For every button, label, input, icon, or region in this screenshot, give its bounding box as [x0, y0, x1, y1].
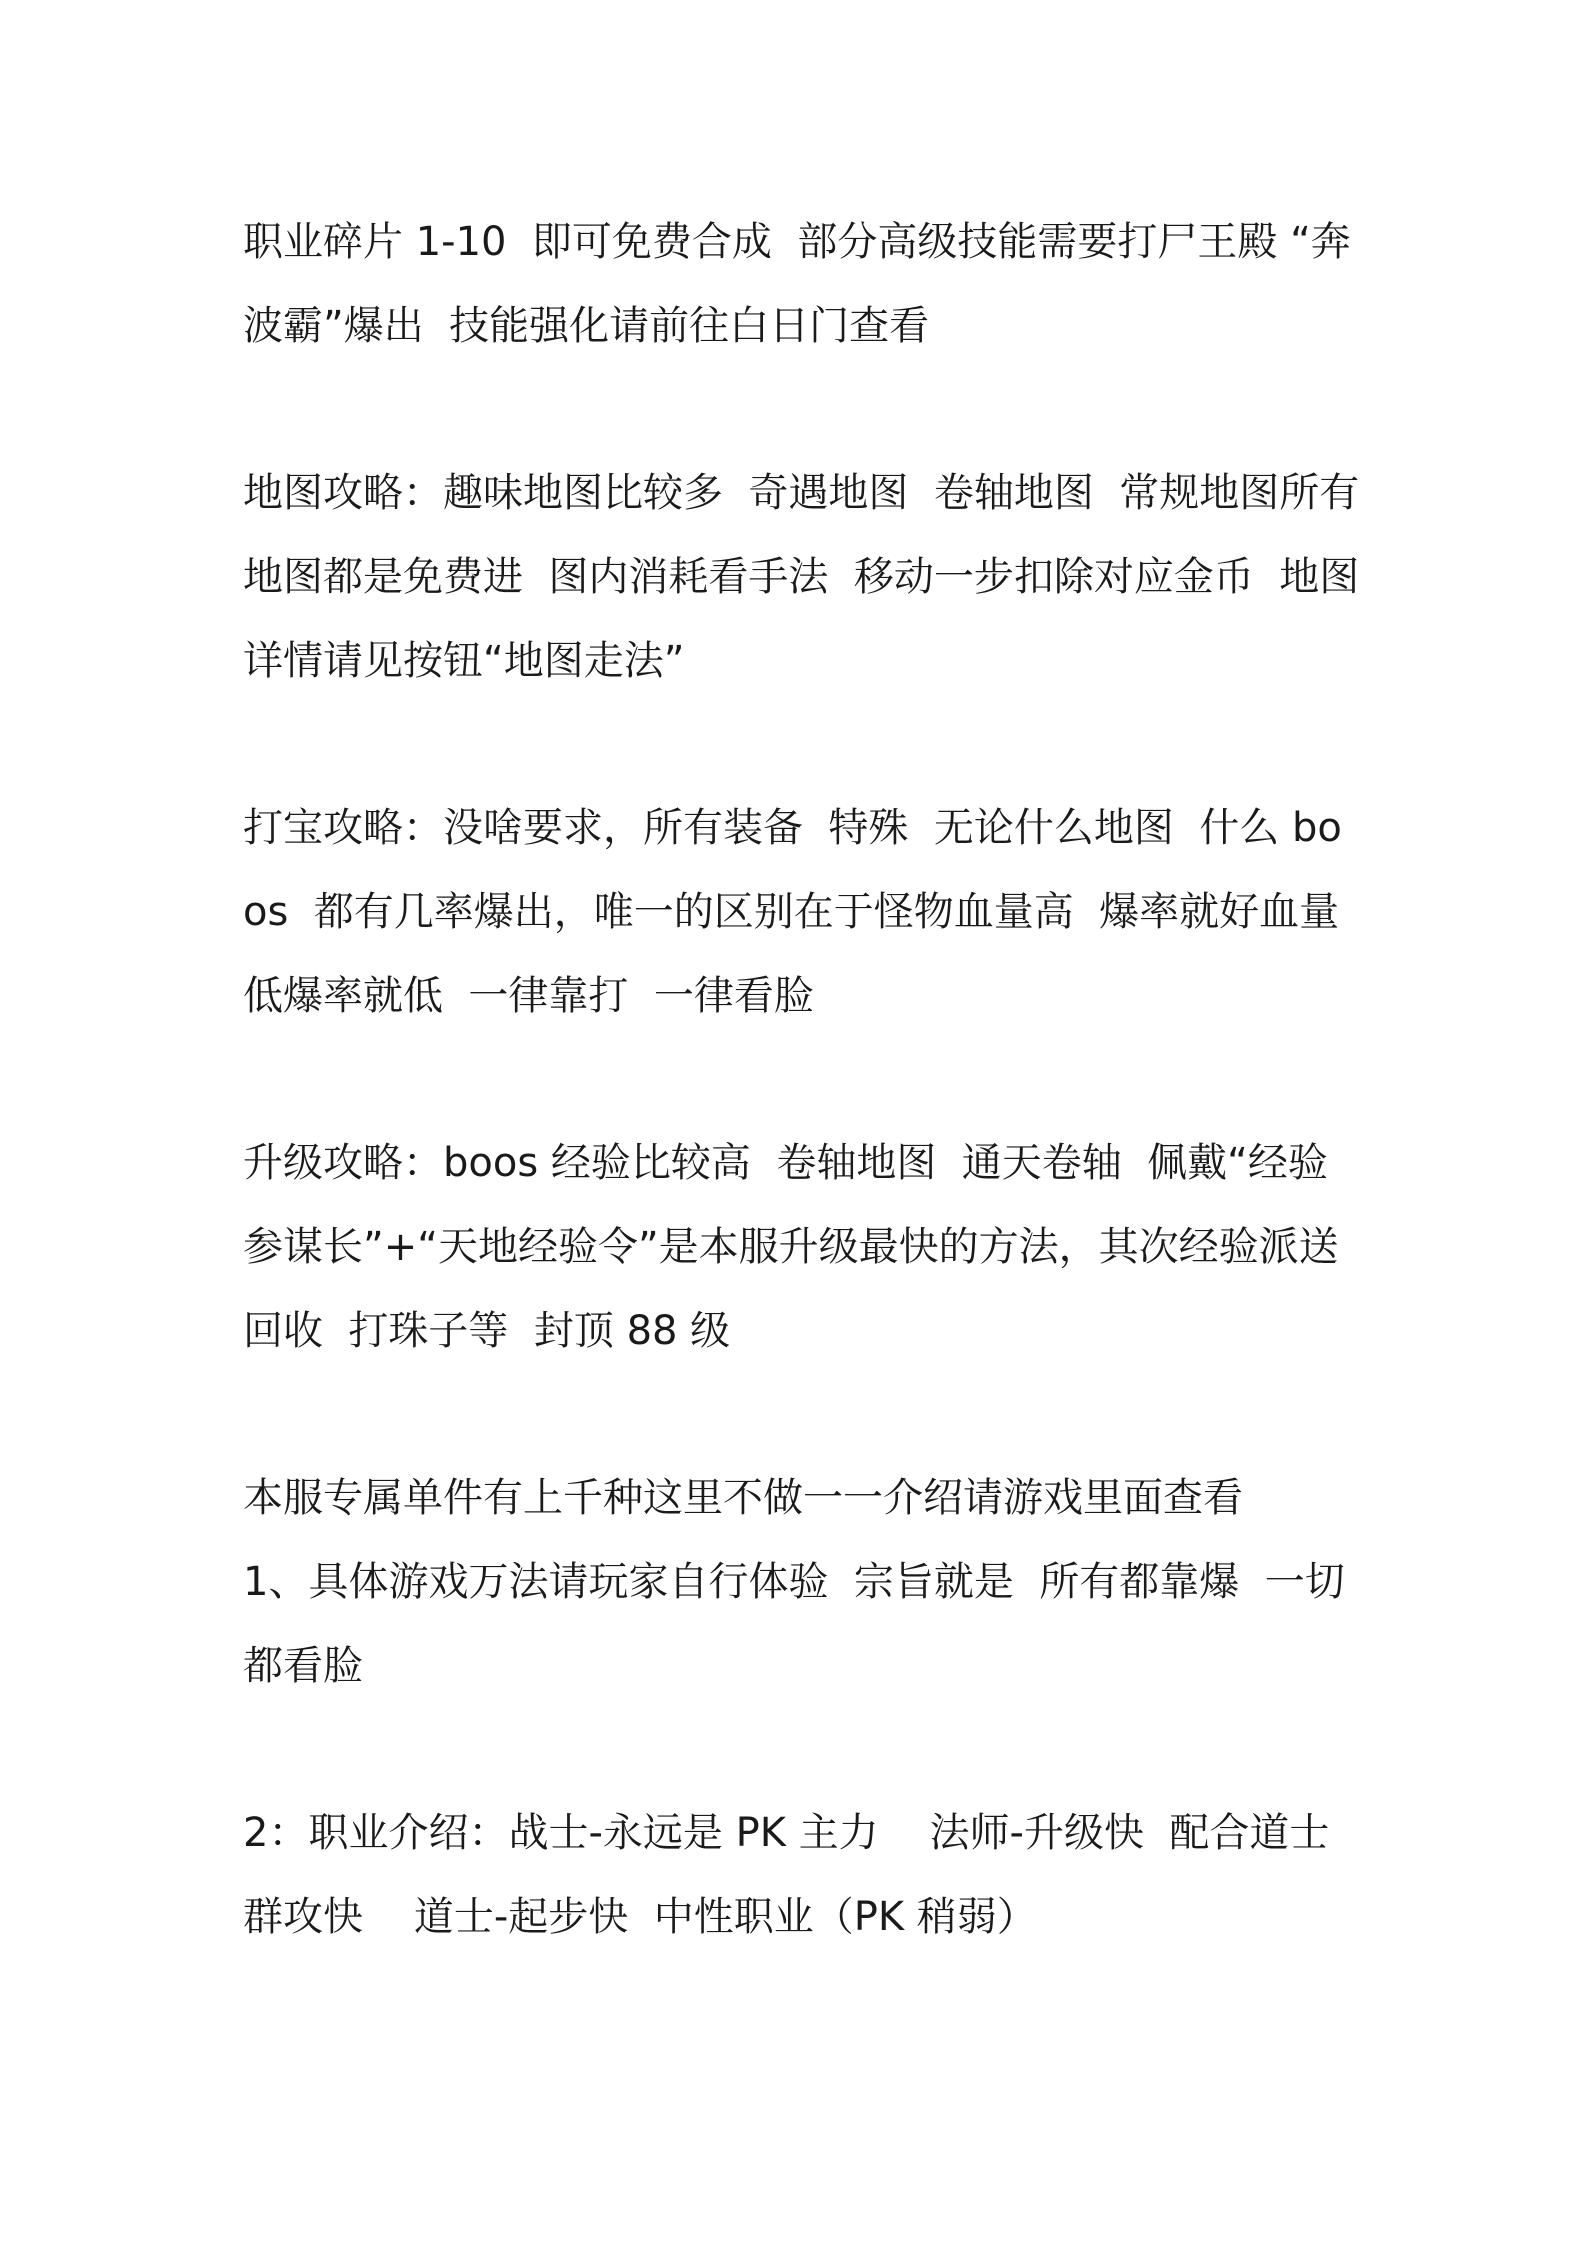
paragraph-map-guide: 地图攻略：趣味地图比较多 奇遇地图 卷轴地图 常规地图所有地图都是免费进 图内消耗看手法 移动一步扣除对应金币 地图详情请见按钮“地图走法”	[243, 470, 1360, 684]
paragraph-skill-fragments: 职业碎片 1-10 即可免费合成 部分高级技能需要打尸王殿 “奔波霸”爆出 技能强化请前往白日门查看	[243, 219, 1351, 349]
paragraph-leveling-guide: 升级攻略：boos 经验比较高 卷轴地图 通天卷轴 佩戴“经验参谋长”+“天地经验令”是本服升级最快的方法，其次经验派送 回收 打珠子等 封顶 88 级	[243, 1140, 1365, 1354]
paragraph-class-intro: 2：职业介绍：战士-永远是 PK 主力 法师-升级快 配合道士群攻快 道士-起步快 中性职业（PK 稍弱）	[243, 1810, 1330, 1940]
paragraph-spacer	[243, 1038, 1363, 1121]
paragraph-treasure-guide: 打宝攻略：没啥要求，所有装备 特殊 无论什么地图 什么 boos 都有几率爆出，唯一的区别在于怪物血量高 爆率就好血量低爆率就低 一律靠打 一律看脸	[243, 805, 1342, 1019]
paragraph-spacer	[243, 1373, 1363, 1456]
paragraph-spacer	[243, 1708, 1363, 1791]
paragraph-spacer	[243, 368, 1363, 451]
paragraph-exclusive-items: 本服专属单件有上千种这里不做一一介绍请游戏里面查看	[243, 1475, 1243, 1521]
document-body	[243, 200, 1363, 1959]
paragraph-gameplay-note: 1、具体游戏万法请玩家自行体验 宗旨就是 所有都靠爆 一切都看脸	[243, 1559, 1345, 1689]
paragraph-spacer	[243, 703, 1363, 786]
